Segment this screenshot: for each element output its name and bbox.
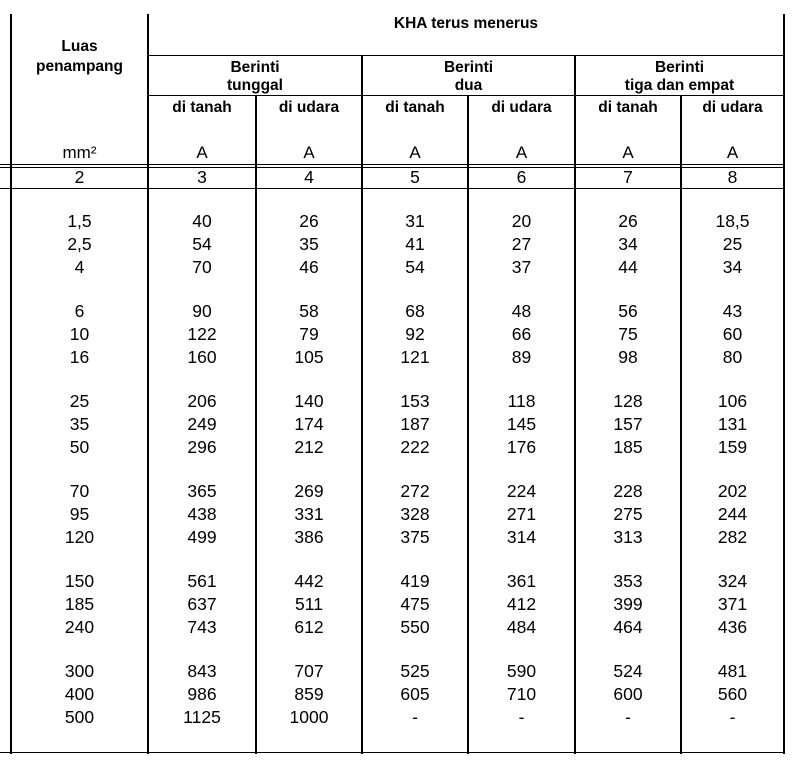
table-cell: 121	[400, 347, 430, 367]
row-group	[149, 210, 255, 300]
column-number-7: 7	[623, 167, 633, 187]
table-cell: 442	[294, 571, 324, 591]
table-cell: 550	[400, 617, 430, 637]
table-cell: 328	[400, 504, 430, 524]
table-cell: 464	[613, 617, 643, 637]
column-number-4: 4	[304, 167, 314, 187]
row-group	[469, 480, 574, 570]
table-cell: 176	[506, 437, 537, 457]
table-cell: 70	[192, 257, 212, 277]
table-cell: 54	[405, 257, 425, 277]
table-cell: 75	[618, 324, 638, 344]
row-group	[363, 300, 467, 390]
row-group	[12, 300, 147, 390]
table-cell: 222	[400, 437, 430, 457]
row-group	[149, 660, 255, 750]
table-cell: 6	[74, 301, 85, 321]
column-tiga-udara	[682, 210, 783, 750]
unit-a-col3: A	[196, 143, 208, 162]
row-group	[257, 480, 361, 570]
table-cell: 118	[507, 391, 536, 411]
column-tiga-tanah	[576, 210, 680, 750]
row-group	[576, 390, 680, 480]
table-cell: -	[518, 707, 525, 727]
table-cell: 89	[511, 347, 532, 367]
table-cell: 37	[511, 257, 532, 277]
row-group	[682, 300, 783, 390]
table-cell: 48	[511, 301, 532, 321]
table-cell: 843	[187, 661, 217, 681]
table-cell: 153	[400, 391, 430, 411]
table-cell: 128	[613, 391, 643, 411]
row-group	[363, 570, 467, 660]
table-cell: 145	[506, 414, 537, 434]
table-cell: 438	[187, 504, 217, 524]
table-cell: 224	[506, 481, 537, 501]
table-cell: -	[625, 707, 631, 727]
table-cell: 174	[294, 414, 324, 434]
table-cell: 249	[187, 414, 217, 434]
rule-above-numbers	[0, 164, 784, 165]
table-cell: 25	[722, 234, 743, 254]
column-number-5: 5	[410, 167, 420, 187]
table-cell: 95	[69, 504, 90, 524]
table-cell: 1125	[183, 707, 221, 727]
table-cell: 282	[717, 527, 748, 547]
table-cell: 106	[717, 391, 748, 411]
table-cell: 481	[717, 661, 748, 681]
table-cell: 412	[506, 594, 537, 614]
table-cell: 986	[187, 684, 217, 704]
table-cell: 353	[613, 571, 643, 591]
table-cell: 600	[613, 684, 643, 704]
row-group	[576, 570, 680, 660]
column-luas-penampang	[12, 210, 147, 750]
table-cell: 637	[187, 594, 217, 614]
table-cell: 60	[722, 324, 743, 344]
table-cell: 371	[717, 594, 748, 614]
header-luas-line2: penampang	[36, 58, 123, 75]
table-cell: 206	[187, 391, 217, 411]
row-group	[576, 210, 680, 300]
table-cell: 16	[69, 347, 90, 367]
table-cell: 79	[299, 324, 319, 344]
row-group	[363, 660, 467, 750]
border-right	[783, 14, 785, 754]
table-cell: 140	[294, 391, 324, 411]
table-cell: 26	[618, 211, 638, 231]
table-cell: 561	[187, 571, 217, 591]
table-cell: 70	[69, 481, 90, 501]
group-dua-line1: Berinti	[443, 59, 494, 76]
table-cell: 314	[506, 527, 537, 547]
row-group	[682, 570, 783, 660]
table-cell: 105	[294, 347, 324, 367]
table-cell: 120	[64, 527, 95, 547]
row-group	[576, 480, 680, 570]
header-luas-line1: Luas	[61, 38, 98, 55]
row-group	[469, 300, 574, 390]
table-cell: 35	[299, 234, 319, 254]
table-cell: 743	[187, 617, 217, 637]
table-cell: 612	[294, 617, 324, 637]
table-cell: 58	[299, 301, 319, 321]
table-cell: 436	[717, 617, 748, 637]
table-cell: 605	[400, 684, 430, 704]
row-group	[469, 660, 574, 750]
table-cell: 511	[295, 594, 323, 614]
table-cell: 400	[64, 684, 95, 704]
row-group	[149, 390, 255, 480]
table-cell: 41	[405, 234, 425, 254]
table-cell: 98	[618, 347, 638, 367]
table-cell: 54	[192, 234, 212, 254]
table-cell: 386	[294, 527, 324, 547]
table-cell: 187	[400, 414, 430, 434]
column-number-3: 3	[197, 167, 207, 187]
table-cell: 18,5	[715, 211, 750, 231]
rule-below-numbers	[0, 188, 784, 189]
unit-a-col5: A	[409, 143, 421, 162]
table-cell: 157	[613, 414, 643, 434]
table-cell: 90	[192, 301, 212, 321]
row-group	[257, 570, 361, 660]
table-cell: 185	[613, 437, 643, 457]
table-cell: 375	[400, 527, 430, 547]
column-tunggal-udara	[257, 210, 361, 750]
row-group	[469, 210, 574, 300]
subheader-dua-udara: di udara	[491, 99, 552, 116]
table-cell: 159	[717, 437, 748, 457]
row-group	[576, 300, 680, 390]
table-cell: 313	[613, 527, 643, 547]
unit-a-col6: A	[515, 143, 528, 162]
group-tiga-line1: Berinti	[654, 59, 705, 76]
group-tunggal-line2: tunggal	[227, 77, 283, 94]
column-dua-udara	[469, 210, 574, 750]
table-cell: 122	[187, 324, 217, 344]
row-group	[149, 570, 255, 660]
column-number-8: 8	[727, 167, 738, 187]
table-cell: 80	[722, 347, 743, 367]
table-cell: 240	[64, 617, 95, 637]
header-kha: KHA terus menerus	[393, 15, 539, 32]
table-cell: 43	[722, 301, 743, 321]
table-cell: 269	[294, 481, 324, 501]
table-cell: 25	[69, 391, 90, 411]
table-cell: 50	[69, 437, 90, 457]
table-cell: 419	[400, 571, 430, 591]
table-cell: 34	[618, 234, 638, 254]
row-group	[682, 210, 783, 300]
subheader-tiga-udara: di udara	[702, 99, 763, 116]
table-cell: 56	[618, 301, 638, 321]
table-cell: 212	[294, 437, 324, 457]
subheader-tunggal-udara: di udara	[278, 99, 340, 116]
group-tunggal-line1: Berinti	[230, 59, 280, 76]
row-group	[257, 210, 361, 300]
subheader-dua-tanah: di tanah	[385, 99, 445, 116]
table-cell: 26	[299, 211, 319, 231]
table-cell: 228	[613, 481, 643, 501]
table-cell: 31	[405, 211, 425, 231]
table-cell: 399	[613, 594, 643, 614]
unit-a-col4: A	[303, 143, 315, 162]
unit-mm2: mm²	[62, 143, 97, 162]
row-group	[363, 390, 467, 480]
table-cell: 271	[506, 504, 537, 524]
column-dua-tanah	[363, 210, 467, 750]
table-cell: -	[412, 707, 418, 727]
table-cell: 560	[717, 684, 748, 704]
table-cell: 27	[511, 234, 532, 254]
subheader-tiga-tanah: di tanah	[598, 99, 658, 116]
table-cell: 1,5	[67, 211, 92, 231]
group-dua-line2: dua	[454, 77, 483, 94]
table-cell: 35	[69, 414, 90, 434]
table-cell: 475	[400, 594, 430, 614]
table-cell: 92	[405, 324, 425, 344]
table-cell: 202	[717, 481, 748, 501]
table-cell: 590	[506, 661, 537, 681]
row-group	[12, 390, 147, 480]
table-cell: 20	[511, 211, 532, 231]
table-cell: 300	[64, 661, 95, 681]
table-cell: 160	[187, 347, 217, 367]
column-number-2: 2	[74, 167, 85, 187]
unit-a-col7: A	[622, 143, 634, 162]
row-group	[363, 210, 467, 300]
table-cell: -	[729, 707, 736, 727]
row-group	[576, 660, 680, 750]
table-cell: 2,5	[67, 234, 92, 254]
column-number-6: 6	[516, 167, 527, 187]
rule-under-kha	[147, 55, 784, 56]
table-cell: 275	[613, 504, 643, 524]
table-cell: 10	[69, 324, 90, 344]
table-cell: 40	[192, 211, 212, 231]
table-cell: 68	[405, 301, 425, 321]
rule-bottom	[0, 752, 784, 753]
row-group	[149, 480, 255, 570]
table-cell: 4	[74, 257, 85, 277]
row-group	[682, 390, 783, 480]
table-cell: 185	[64, 594, 95, 614]
table-cell: 131	[717, 414, 748, 434]
table-cell: 324	[717, 571, 748, 591]
table-cell: 525	[400, 661, 430, 681]
table-cell: 361	[506, 571, 537, 591]
table-cell: 34	[722, 257, 743, 277]
table-cell: 44	[618, 257, 638, 277]
table-cell: 331	[294, 504, 324, 524]
table-cell: 500	[64, 707, 95, 727]
table-cell: 244	[717, 504, 748, 524]
row-group	[363, 480, 467, 570]
table-cell: 46	[299, 257, 319, 277]
row-group	[682, 480, 783, 570]
row-group	[12, 480, 147, 570]
table-cell: 710	[506, 684, 537, 704]
table-cell: 150	[64, 571, 95, 591]
row-group	[469, 570, 574, 660]
row-group	[12, 570, 147, 660]
table-cell: 66	[511, 324, 532, 344]
table-cell: 272	[400, 481, 430, 501]
row-group	[469, 390, 574, 480]
group-tiga-line2: tiga dan empat	[624, 77, 735, 94]
table-cell: 1000	[289, 707, 329, 727]
row-group	[149, 300, 255, 390]
row-group	[12, 210, 147, 300]
row-group	[257, 390, 361, 480]
table-cell: 296	[187, 437, 217, 457]
row-group	[12, 660, 147, 750]
row-group	[257, 660, 361, 750]
column-tunggal-tanah	[149, 210, 255, 750]
subheader-tunggal-tanah: di tanah	[172, 99, 232, 116]
row-group	[682, 660, 783, 750]
row-group	[257, 300, 361, 390]
table-cell: 484	[506, 617, 537, 637]
table-cell: 707	[294, 661, 324, 681]
table-cell: 499	[187, 527, 217, 547]
table-cell: 365	[187, 481, 217, 501]
table-cell: 859	[294, 684, 324, 704]
unit-a-col8: A	[726, 143, 739, 162]
table-cell: 524	[613, 661, 643, 681]
